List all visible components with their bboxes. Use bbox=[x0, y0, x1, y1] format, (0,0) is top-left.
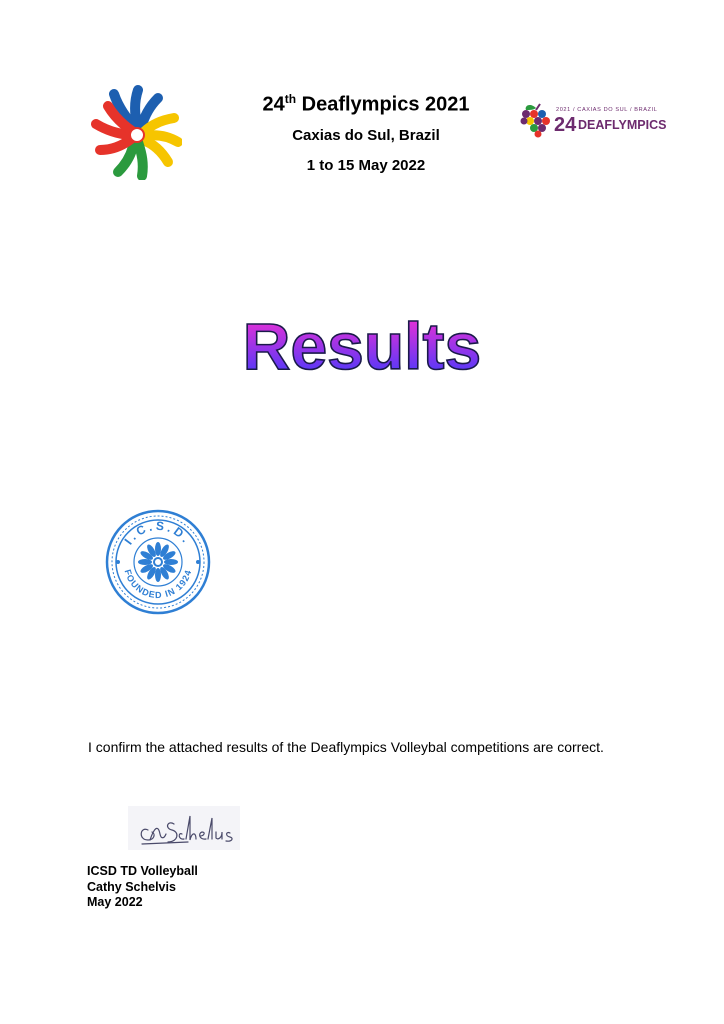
event-logo-word: DEAFLYMPICS bbox=[578, 118, 667, 132]
signoff-name: Cathy Schelvis bbox=[87, 879, 176, 894]
deaflympics-logo-icon bbox=[86, 84, 182, 180]
icsd-seal-icon bbox=[104, 508, 212, 616]
results-heading bbox=[0, 300, 724, 390]
seal-top-text: I.C.S.D. bbox=[121, 518, 195, 548]
signoff-date: May 2022 bbox=[87, 895, 143, 909]
confirmation-text: I confirm the attached results of the Deaflympics Volleybal competitions are correct. bbox=[88, 739, 604, 755]
event-dates: 1 to 15 May 2022 bbox=[306, 156, 426, 174]
document-header bbox=[180, 84, 552, 180]
results-heading-text: Results bbox=[242, 309, 482, 383]
event-title: 24th Deaflympics 2021 bbox=[262, 92, 470, 116]
signoff-role: ICSD TD Volleyball bbox=[87, 864, 198, 878]
signature-image bbox=[128, 806, 240, 850]
event-logo-icon bbox=[518, 100, 670, 140]
seal-bottom-text: FOUNDED IN 1924 bbox=[122, 568, 194, 601]
event-logo-number: 24 bbox=[554, 114, 577, 136]
signoff-block bbox=[87, 864, 198, 911]
event-location: Caxias do Sul, Brazil bbox=[292, 126, 440, 144]
event-logo-top-text: 2021 / CAXIAS DO SUL / BRAZIL bbox=[556, 107, 658, 113]
